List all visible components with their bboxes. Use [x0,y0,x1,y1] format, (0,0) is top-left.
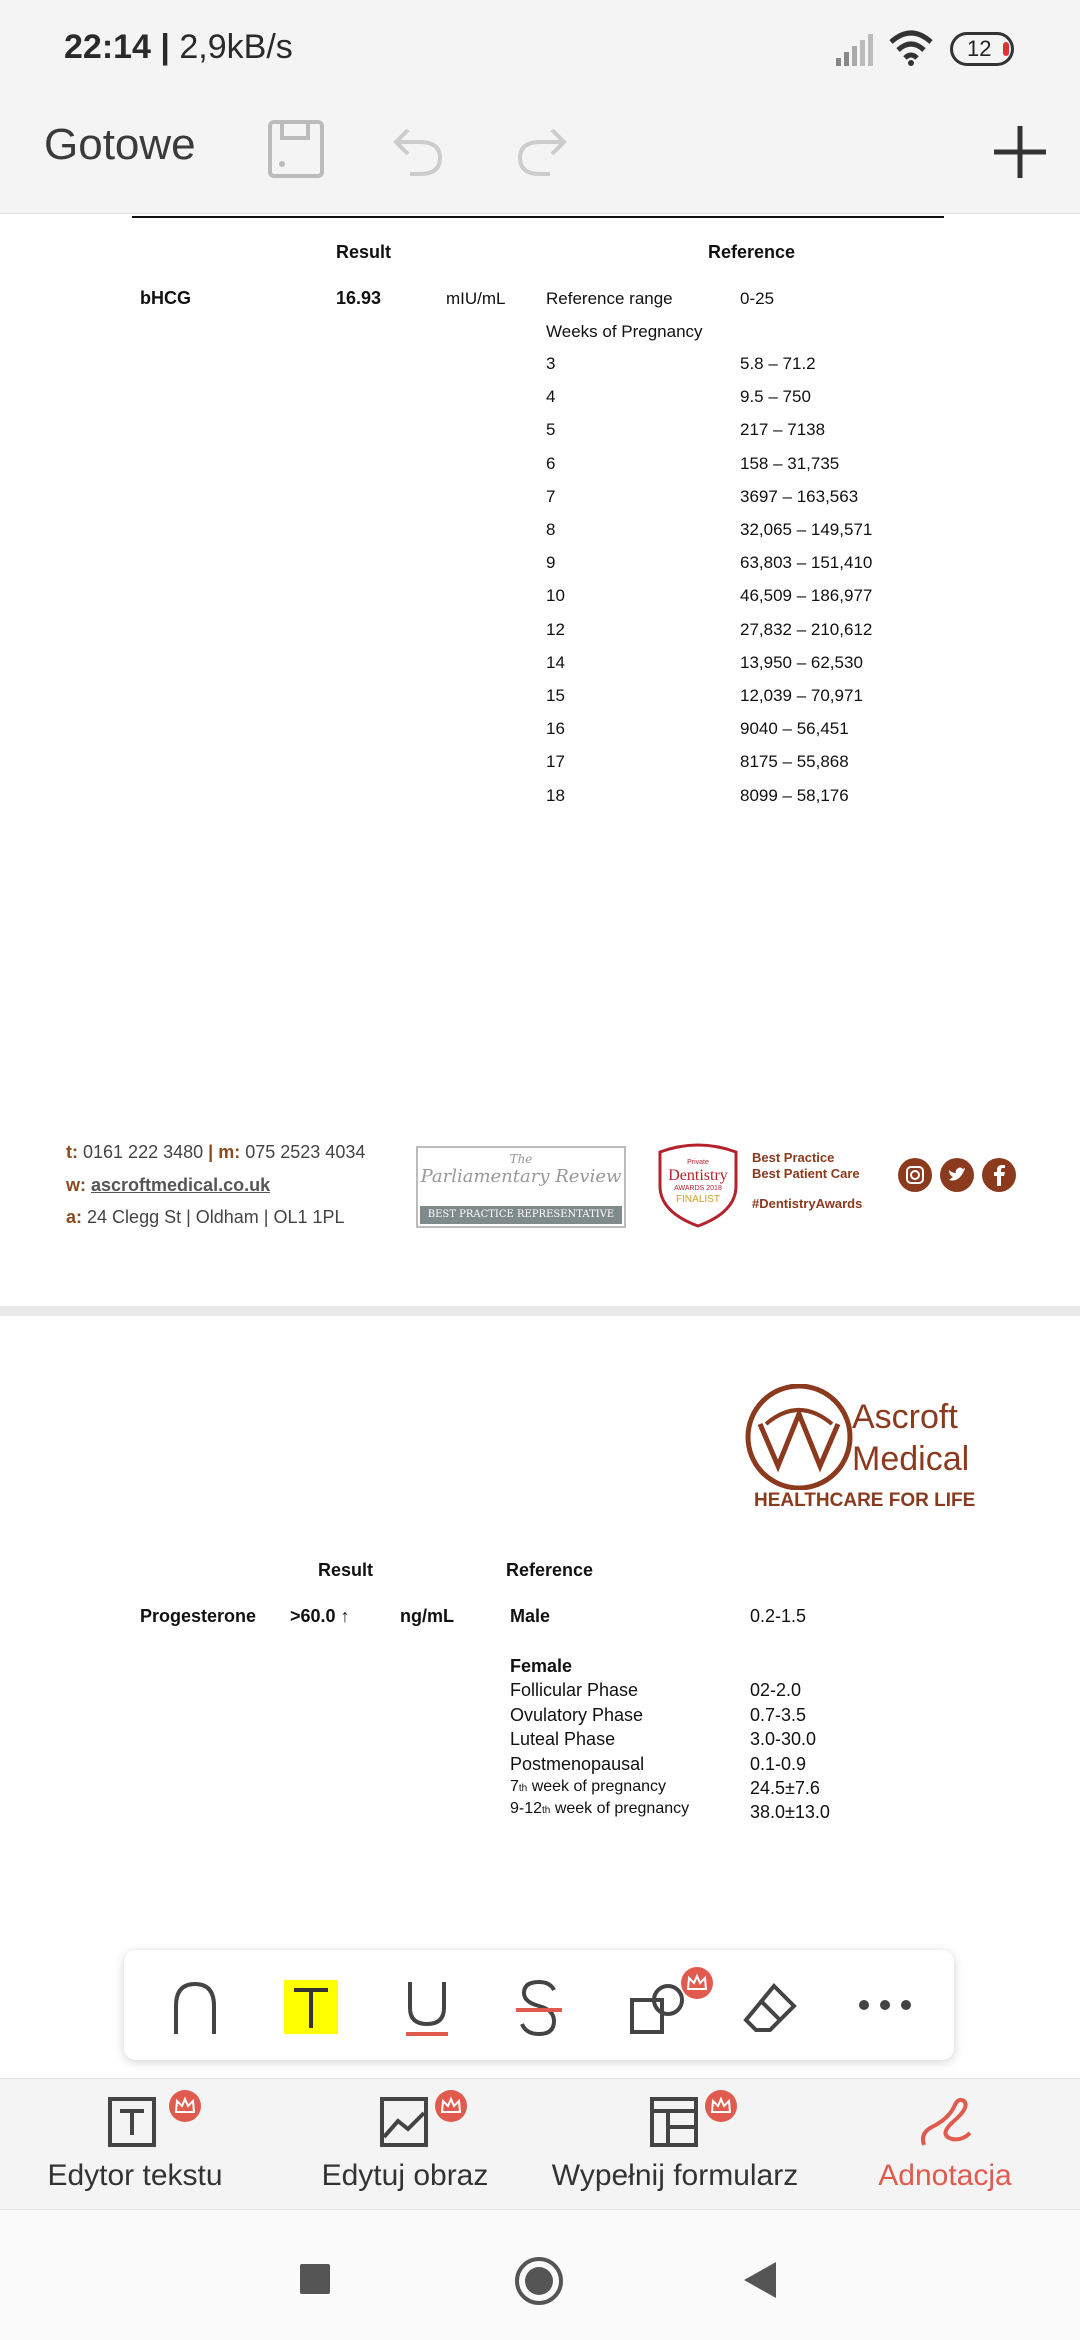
week-range: 5.8 – 71.2 [740,354,816,373]
preg-row2-week: 9-12 [510,1800,543,1817]
text-editor-icon [106,2095,160,2151]
battery-icon [950,32,1014,66]
parliamentary-review-logo [416,1146,626,1228]
week-range: 217 – 7138 [740,420,826,440]
back-button[interactable] [742,2260,778,2300]
twitter-icon[interactable] [940,1158,974,1192]
status-separator: | [150,28,180,66]
status-bar [0,0,1080,100]
dentistry-awards-badge [656,1142,740,1228]
annotation-toolbar [124,1950,954,2060]
preg-row2-value: 38.0±13.0 [750,1802,830,1822]
review-logo-line2: Parliamentary Review [420,1166,622,1187]
award-line-1: Best Practice [752,1150,835,1165]
reference-header-2: Reference [506,1560,594,1580]
strikethrough-icon[interactable] [514,1978,564,2038]
badge-main-text: Dentistry [668,1167,728,1184]
brand-tagline: HEALTHCARE FOR LIFE [754,1490,976,1511]
signal-icon [834,34,874,66]
week-number: 6 [546,453,556,473]
premium-crown-icon [680,1966,714,2000]
system-nav-bar [0,2210,1080,2340]
week-number: 9 [546,553,556,573]
test-name-2: Progesterone [140,1606,257,1626]
address-value: 24 Clegg St | Oldham | OL1 1PL [87,1207,345,1227]
week-range: 13,950 – 62,530 [740,652,863,672]
test-unit-2: ng/mL [400,1606,454,1626]
address-label: a: [66,1207,83,1227]
test-value: 16.93 [336,288,382,308]
tab-label: Edytuj obraz [321,2159,489,2192]
phone-value: 0161 222 3480 [83,1142,204,1162]
badge-finalist-text: FINALIST [676,1194,720,1205]
female-phase-label: Luteal Phase [510,1729,616,1749]
done-button[interactable]: Gotowe [44,120,196,169]
preg-row1-week: 7 [510,1778,519,1795]
female-label: Female [510,1656,573,1676]
award-line-2: Best Patient Care [752,1166,860,1181]
tab-annotation[interactable] [810,2079,1080,2211]
more-icon[interactable] [858,1998,912,2012]
week-range: 158 – 31,735 [740,453,840,473]
bottom-tab-bar [0,2078,1080,2210]
mobile-label: m: [218,1142,241,1162]
instagram-icon[interactable] [898,1158,932,1192]
week-number: 16 [546,719,565,739]
test-value-2: >60.0 ↑ [290,1606,350,1626]
week-number: 15 [546,686,565,705]
tab-label: Wypełnij formularz [551,2159,799,2192]
brand-line-1: Ascroft [852,1398,958,1436]
redo-icon[interactable] [514,122,570,178]
mobile-value: 075 2523 4034 [245,1142,366,1162]
home-button[interactable] [514,2256,564,2306]
tab-edit-image[interactable] [270,2079,540,2211]
weeks-label: Weeks of Pregnancy [546,322,703,341]
ref-range-label: Reference range [546,289,673,308]
week-range: 46,509 – 186,977 [740,586,873,606]
week-number: 12 [546,619,565,639]
undo-icon[interactable] [390,122,446,178]
top-toolbar [0,100,1080,214]
week-range: 12,039 – 70,971 [740,686,863,705]
page-separator [0,1306,1080,1316]
award-hashtag: #DentistryAwards [752,1196,863,1211]
week-range: 9.5 – 750 [740,387,811,407]
review-logo-caption: BEST PRACTICE REPRESENTATIVE [420,1206,622,1224]
highlight-text-icon[interactable] [284,1980,338,2034]
web-label: w: [66,1175,86,1195]
tab-text-editor[interactable] [0,2079,270,2211]
battery-level: 12 [967,36,992,61]
female-phase-value: 3.0-30.0 [750,1729,817,1749]
premium-crown-icon [704,2089,738,2123]
week-number: 4 [546,387,556,407]
week-range: 3697 – 163,563 [740,486,859,506]
phone-separator: | [208,1142,214,1162]
footer-phone-line [66,1142,365,1163]
brand-line-2: Medical [852,1440,970,1478]
pen-icon[interactable] [172,1980,218,2036]
week-number: 5 [546,420,556,440]
female-phase-label: Ovulatory Phase [510,1704,644,1725]
ascroft-logo-mark [740,1384,862,1490]
male-label: Male [510,1606,551,1626]
premium-crown-icon [168,2089,202,2123]
female-phase-label: Follicular Phase [510,1680,639,1700]
wifi-icon [888,30,934,66]
test-unit: mIU/mL [446,289,506,308]
tab-fill-form[interactable] [540,2079,810,2211]
week-number: 3 [546,354,556,373]
premium-crown-icon [434,2089,468,2123]
page-rule [132,216,944,218]
ref-range-value: 0-25 [740,289,775,308]
week-range: 8099 – 58,176 [740,785,849,805]
female-phase-value: 02-2.0 [750,1680,802,1700]
preg-row2-text: week of pregnancy [550,1800,690,1817]
network-speed: 2,9kB/s [179,28,293,66]
preg-row1-suffix: th [518,1783,528,1794]
reference-header: Reference [708,242,796,262]
week-range: 63,803 – 151,410 [740,553,873,573]
shapes-icon[interactable] [630,1982,686,2036]
phone-label: t: [66,1142,78,1162]
week-range: 32,065 – 149,571 [740,520,873,539]
badge-top-text: Private [687,1159,709,1166]
pregnancy-row-2 [510,1800,689,1818]
pregnancy-row-1 [510,1778,666,1796]
badge-sub-text: AWARDS 2018 [674,1185,722,1192]
status-time [64,28,293,67]
result-header: Result [336,242,392,262]
preg-row2-suffix: th [542,1805,551,1816]
female-phase-value: 0.7-3.5 [750,1704,807,1725]
facebook-icon[interactable] [982,1158,1016,1192]
result-header-2: Result [318,1560,374,1580]
recent-apps-button[interactable] [300,2264,330,2294]
week-number: 14 [546,652,565,672]
male-value: 0.2-1.5 [750,1606,807,1626]
footer-address-line [66,1207,345,1228]
week-range: 27,832 – 210,612 [740,619,873,639]
test-name: bHCG [140,288,191,308]
preg-row1-value: 24.5±7.6 [750,1778,820,1798]
website-link[interactable]: ascroftmedical.co.uk [91,1175,271,1195]
underline-icon[interactable] [404,1978,450,2038]
save-icon[interactable] [266,118,326,180]
document-page-1 [0,214,1080,1306]
fill-form-icon [648,2095,702,2151]
female-phase-label: Postmenopausal [510,1753,645,1774]
footer-web-line [66,1175,270,1196]
tab-label: Edytor tekstu [47,2159,223,2192]
tab-label: Adnotacja [878,2159,1012,2192]
week-number: 18 [546,785,565,805]
week-number: 7 [546,486,556,506]
add-icon[interactable] [990,122,1050,182]
eraser-icon[interactable] [742,1982,798,2034]
clock: 22:14 [64,28,151,66]
edit-image-icon [378,2095,432,2151]
review-logo-line1: The [509,1152,533,1166]
annotation-icon [918,2093,974,2151]
week-range: 8175 – 55,868 [740,752,849,772]
week-number: 10 [546,586,565,606]
week-number: 8 [546,520,556,539]
week-number: 17 [546,752,565,772]
week-range: 9040 – 56,451 [740,719,849,739]
preg-row1-text: week of pregnancy [527,1778,666,1795]
female-phase-value: 0.1-0.9 [750,1753,807,1774]
